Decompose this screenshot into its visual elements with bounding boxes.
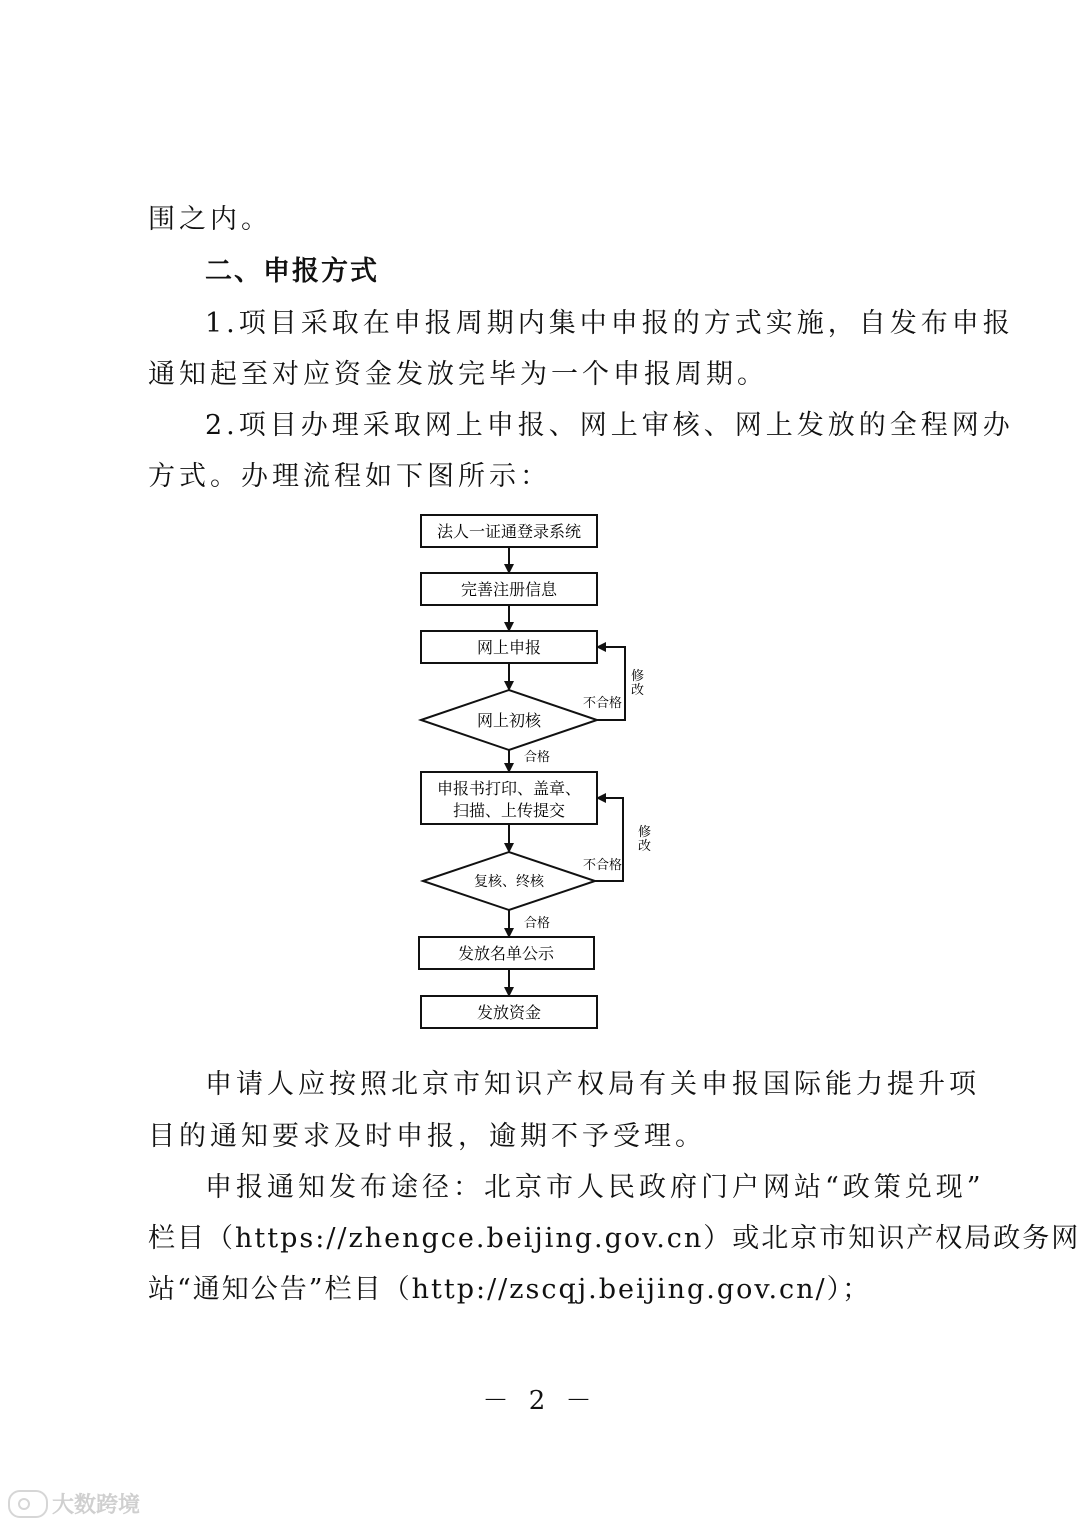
paragraph-line: 目的通知要求及时申报，逾期不予受理。 [148, 1121, 706, 1152]
watermark-text: 大数跨境 [52, 1493, 141, 1518]
paragraph-line: 2.项目办理采取网上申报、网上审核、网上发放的全程网办 [205, 410, 1014, 441]
paragraph-line: 申请人应按照北京市知识产权局有关申报国际能力提升项 [205, 1069, 980, 1100]
flow-pass-label-1: 合格 [524, 750, 551, 765]
watermark [8, 1488, 140, 1519]
flow-revise-label-2b: 改 [638, 839, 652, 854]
flow-step-funds: 发放资金 [476, 1003, 542, 1022]
section-heading: 二、申报方式 [205, 256, 379, 287]
flow-fail-label-2: 不合格 [583, 858, 623, 873]
flow-pass-label-2: 合格 [524, 916, 551, 931]
paragraph-line: 1.项目采取在申报周期内集中申报的方式实施，自发布申报 [205, 308, 1014, 339]
flow-step-print-line2: 扫描、上传提交 [452, 801, 566, 820]
flow-step-login: 法人一证通登录系统 [436, 522, 582, 541]
paragraph-line: 申报通知发布途径：北京市人民政府门户网站“政策兑现” [205, 1172, 985, 1203]
page-number: － 2 － [482, 1386, 598, 1416]
paragraph-line: 通知起至对应资金发放完毕为一个申报周期。 [148, 359, 768, 390]
paragraph-line: 栏目（https://zhengce.beijing.gov.cn）或北京市知识产权局政务网 [148, 1223, 1080, 1254]
paragraph-line: 围之内。 [148, 204, 272, 235]
watermark-logo-icon [8, 1490, 48, 1518]
paragraph-line: 站“通知公告”栏目（http://zscqj.beijing.gov.cn/）； [148, 1274, 872, 1305]
flow-fail-label-1: 不合格 [583, 696, 623, 711]
flow-revise-label-1b: 改 [631, 683, 645, 698]
flow-revise-label-1a: 修 [631, 669, 645, 684]
flow-decision-initial-review: 网上初核 [476, 711, 542, 730]
flow-step-register: 完善注册信息 [460, 580, 558, 599]
paragraph-line: 方式。办理流程如下图所示： [148, 461, 551, 492]
flow-step-publicity: 发放名单公示 [457, 944, 555, 963]
flow-step-apply: 网上申报 [476, 638, 542, 657]
flow-revise-label-2a: 修 [638, 825, 652, 840]
flow-step-print-line1: 申报书打印、盖章、 [436, 779, 582, 798]
flow-decision-final-review: 复核、终核 [474, 874, 544, 890]
